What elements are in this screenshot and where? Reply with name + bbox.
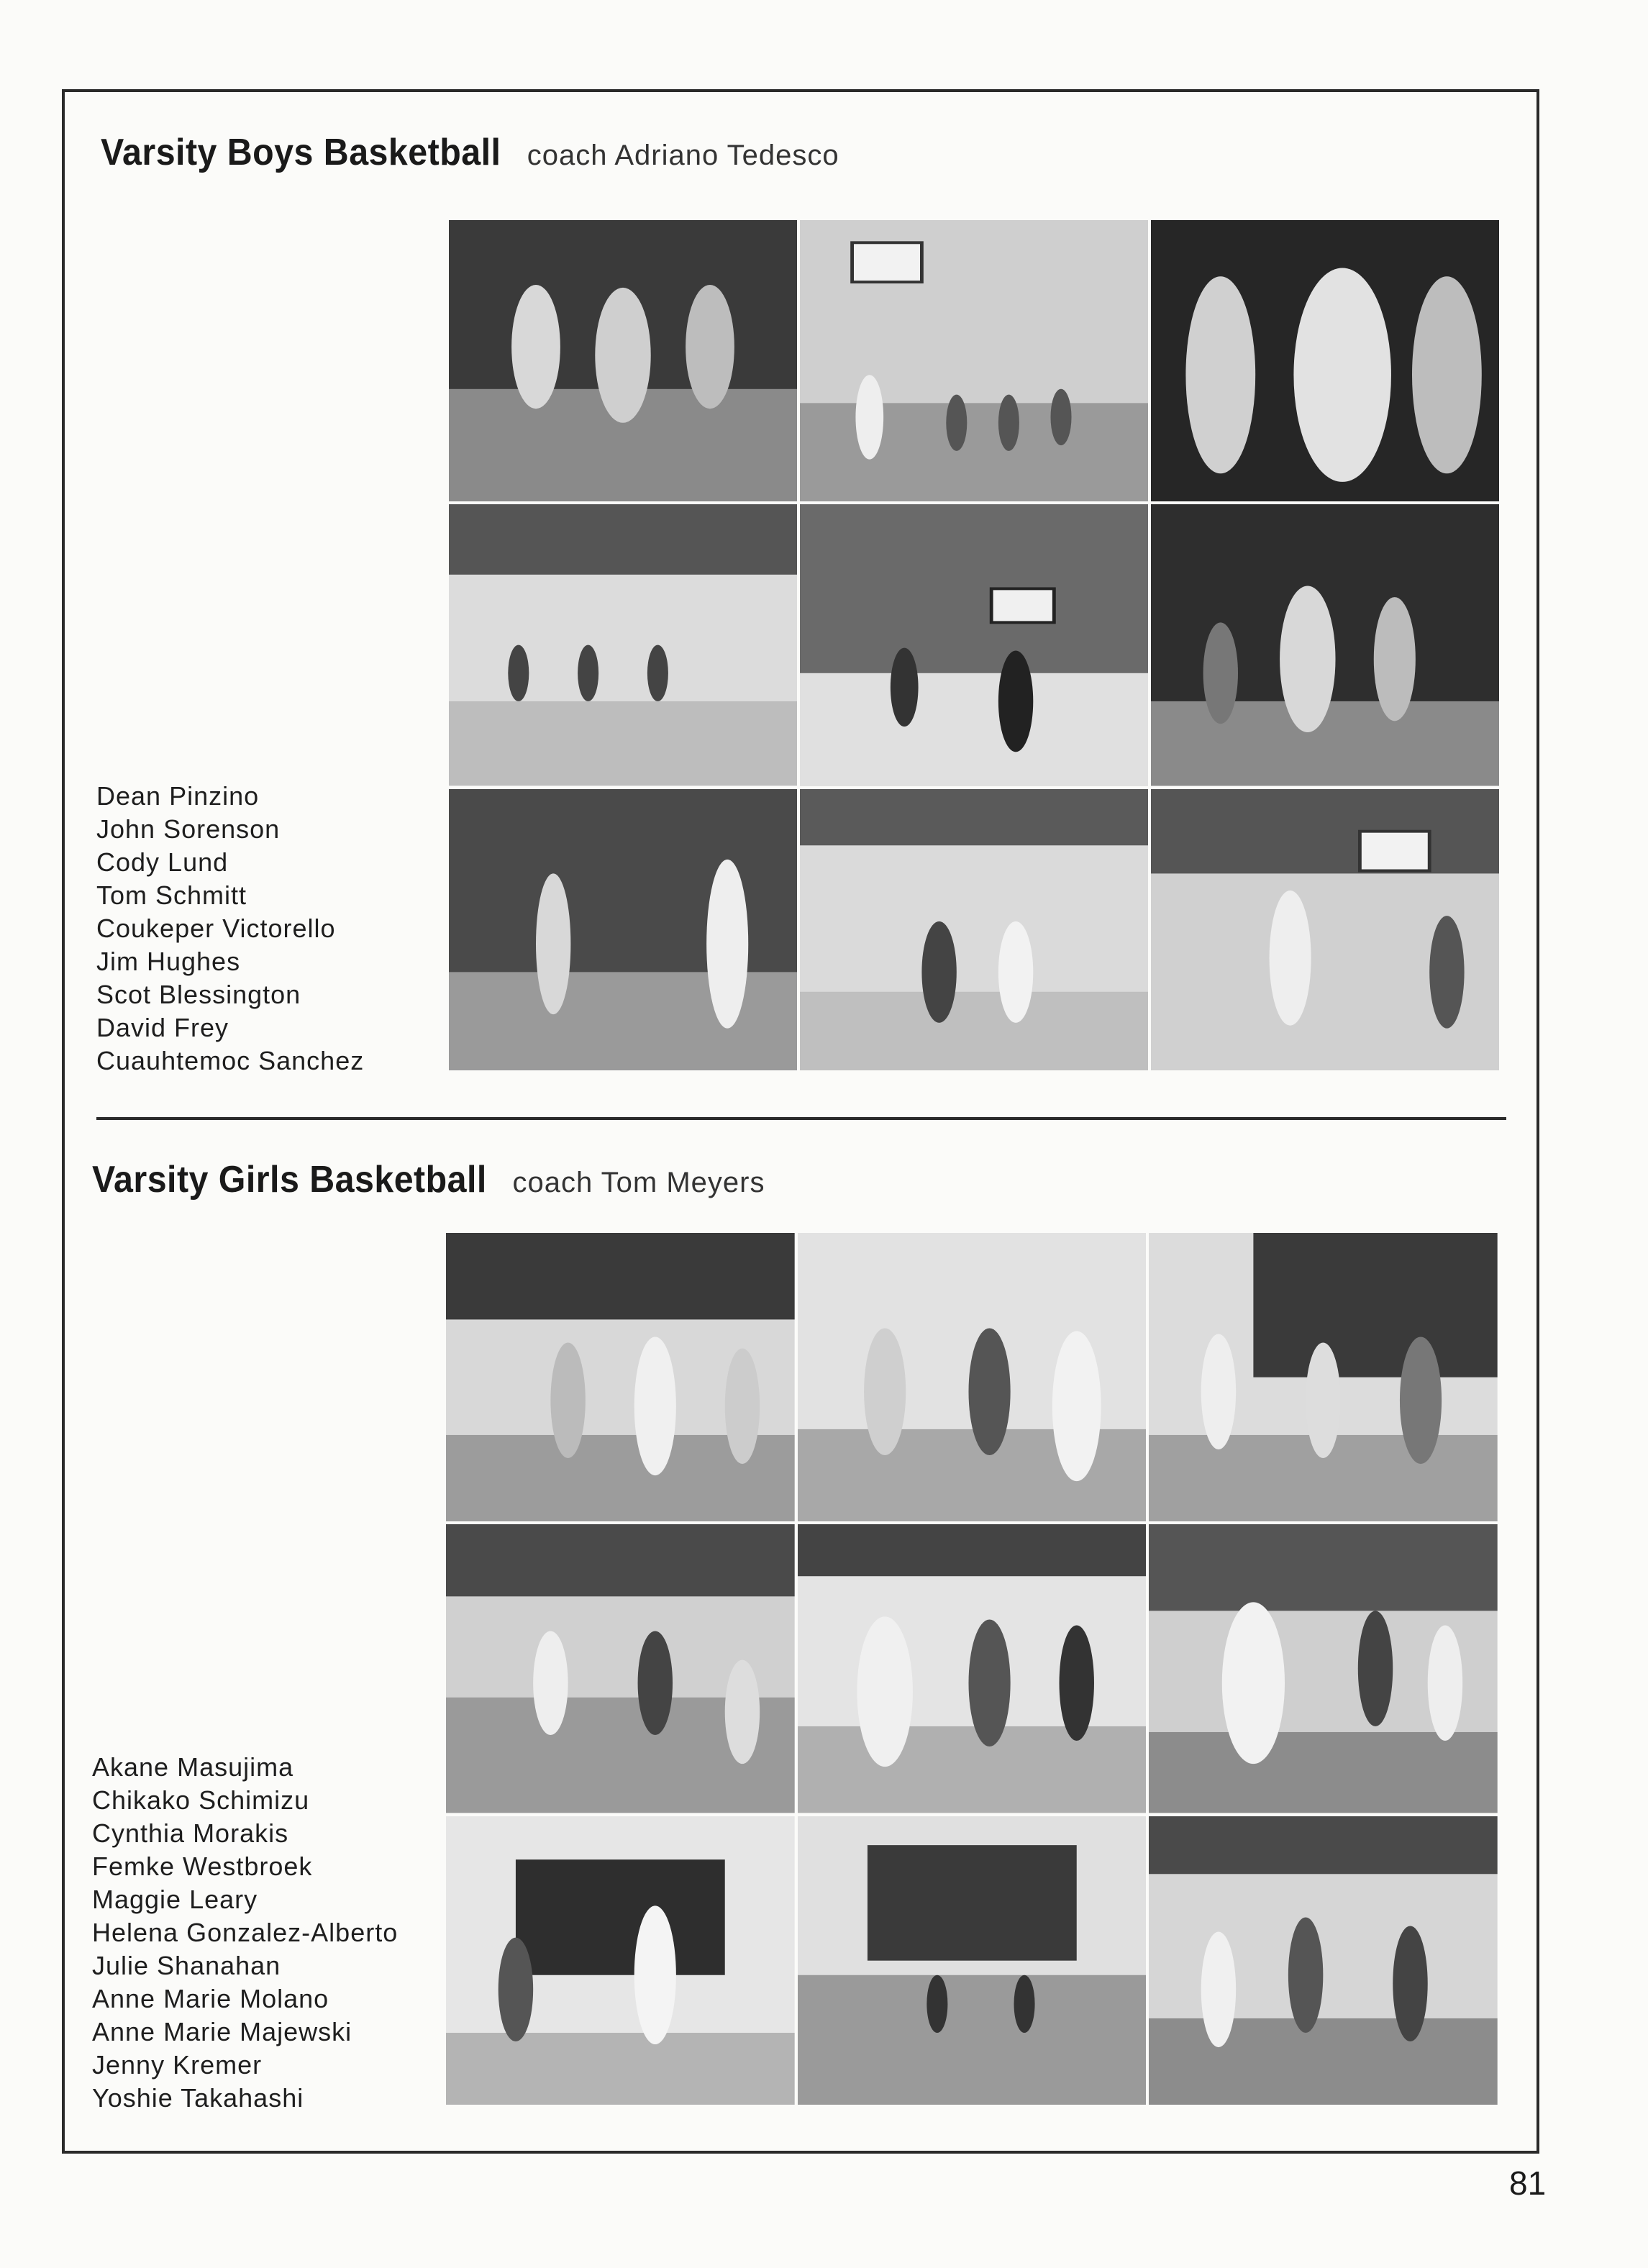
girls-photo — [798, 1524, 1147, 1813]
girls-photo — [446, 1524, 795, 1813]
boys-photo-grid — [449, 220, 1499, 1070]
girls-player: Femke Westbroek — [92, 1852, 313, 1881]
girls-player: Julie Shanahan — [92, 1951, 281, 1980]
boys-photo — [449, 504, 797, 785]
boys-coach: coach Adriano Tedesco — [527, 140, 839, 171]
boys-title: Varsity Boys Basketball — [101, 132, 501, 173]
boys-photo — [1151, 220, 1499, 501]
section-divider — [96, 1117, 1506, 1120]
boys-player: David Frey — [96, 1013, 229, 1042]
girls-player: Anne Marie Majewski — [92, 2017, 352, 2046]
boys-player: Tom Schmitt — [96, 880, 247, 910]
girls-player: Akane Masujima — [92, 1752, 294, 1782]
boys-player: Dean Pinzino — [96, 781, 260, 811]
girls-roster — [92, 1751, 398, 2115]
boys-roster — [96, 780, 364, 1078]
boys-photo — [800, 789, 1148, 1070]
girls-coach: coach Tom Meyers — [512, 1167, 765, 1198]
boys-photo — [449, 220, 797, 501]
boys-player: Coukeper Victorello — [96, 914, 336, 943]
boys-photo — [449, 789, 797, 1070]
girls-photo — [798, 1816, 1147, 2105]
boys-player: Scot Blessington — [96, 980, 301, 1009]
girls-photo — [798, 1233, 1147, 1521]
girls-player: Anne Marie Molano — [92, 1984, 329, 2013]
girls-photo — [446, 1816, 795, 2105]
girls-photo — [446, 1233, 795, 1521]
girls-photo — [1149, 1816, 1498, 2105]
girls-photo — [1149, 1524, 1498, 1813]
boys-section-title — [101, 131, 839, 174]
girls-photo — [1149, 1233, 1498, 1521]
boys-player: John Sorenson — [96, 814, 281, 844]
girls-player: Yoshie Takahashi — [92, 2083, 304, 2113]
girls-player: Cynthia Morakis — [92, 1818, 289, 1848]
boys-player: Jim Hughes — [96, 947, 241, 976]
girls-player: Helena Gonzalez-Alberto — [92, 1918, 399, 1947]
girls-photo-grid — [446, 1233, 1498, 2105]
girls-player: Jenny Kremer — [92, 2050, 263, 2080]
girls-player: Chikako Schimizu — [92, 1785, 310, 1815]
boys-photo — [800, 504, 1148, 785]
boys-photo — [1151, 504, 1499, 785]
page-number: 81 — [1509, 2164, 1547, 2202]
boys-photo — [800, 220, 1148, 501]
girls-title: Varsity Girls Basketball — [92, 1159, 487, 1201]
boys-photo — [1151, 789, 1499, 1070]
girls-player: Maggie Leary — [92, 1885, 258, 1914]
boys-player: Cody Lund — [96, 847, 229, 877]
boys-player: Cuauhtemoc Sanchez — [96, 1046, 365, 1075]
girls-section-title — [92, 1158, 765, 1201]
